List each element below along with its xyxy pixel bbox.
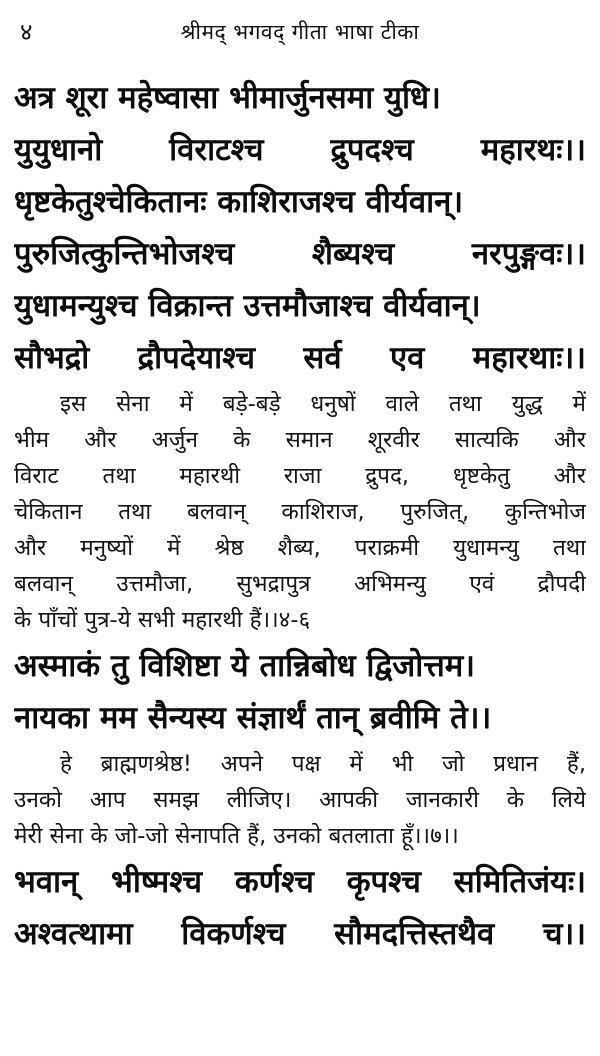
verse-line: अस्माकं तु विशिष्टा ये तान्निबोध द्विजोत्तम। bbox=[14, 648, 476, 684]
commentary-line: उनको आप समझ लीजिए। आपकी जानकारी के लिये bbox=[14, 787, 586, 813]
verse-line: नायका मम सैन्यस्य संज्ञार्थं तान् ब्रवीमि ते।। bbox=[14, 700, 492, 736]
commentary-line: चेकितान तथा बलवान् काशिराज, पुरुजित्, कुन्तिभोज bbox=[14, 499, 586, 525]
commentary-line: विराट तथा महारथी राजा द्रुपद, धृष्टकेतु और bbox=[14, 463, 586, 489]
verse-line: भवान् भीष्मश्च कर्णश्च कृपश्च समितिजंयः। bbox=[14, 864, 586, 900]
verse-block-4-6 bbox=[14, 72, 586, 384]
commentary-line: इस सेना में बड़े-बड़े धनुषों वाले तथा युद्ध में bbox=[60, 391, 586, 417]
commentary-block-4-6 bbox=[14, 386, 586, 638]
commentary-line: भीम और अर्जुन के समान शूरवीर सात्यकि और bbox=[14, 427, 586, 453]
verse-line: युधामन्युश्च विक्रान्त उत्तमौजाश्च वीर्यवान्। bbox=[14, 288, 481, 324]
page-header bbox=[14, 12, 586, 52]
verse-line: धृष्टकेतुश्चेकितानः काशिराजश्च वीर्यवान्। bbox=[14, 184, 464, 220]
commentary-line: के पाँचों पुत्र-ये सभी महारथी हैं।।४-६ bbox=[14, 607, 311, 633]
commentary-line: मेरी सेना के जो-जो सेनापति हैं, उनको बतलाता हूँ।।७।। bbox=[14, 823, 459, 849]
commentary-line: हे ब्राह्मणश्रेष्ठ! अपने पक्ष में भी जो प्रधान हैं, bbox=[60, 751, 586, 777]
verse-line: युयुधानो विराटश्च द्रुपदश्च महारथः।। bbox=[14, 132, 586, 168]
commentary-line: और मनुष्यों में श्रेष्ठ शैब्य, पराक्रमी युधामन्यु तथा bbox=[14, 535, 586, 561]
verse-line: पुरुजित्कुन्तिभोजश्च शैब्यश्च नरपुङ्गवः।। bbox=[14, 236, 586, 272]
running-title: श्रीमद् भगवद् गीता भाषा टीका bbox=[180, 20, 420, 44]
verse-block-8 bbox=[14, 856, 586, 960]
verse-line: सौभद्रो द्रौपदेयाश्च सर्व एव महारथाः।। bbox=[14, 340, 586, 376]
verse-block-7 bbox=[14, 640, 586, 744]
commentary-block-7 bbox=[14, 746, 586, 854]
page-number: ४ bbox=[20, 18, 33, 46]
commentary-line: बलवान् उत्तमौजा, सुभद्रापुत्र अभिमन्यु एवं द्रौपदी bbox=[14, 571, 586, 597]
verse-line: अत्र शूरा महेष्वासा भीमार्जुनसमा युधि। bbox=[14, 80, 441, 116]
page-content bbox=[14, 72, 586, 960]
verse-line: अश्वत्थामा विकर्णश्च सौमदत्तिस्तथैव च।। bbox=[14, 916, 586, 952]
